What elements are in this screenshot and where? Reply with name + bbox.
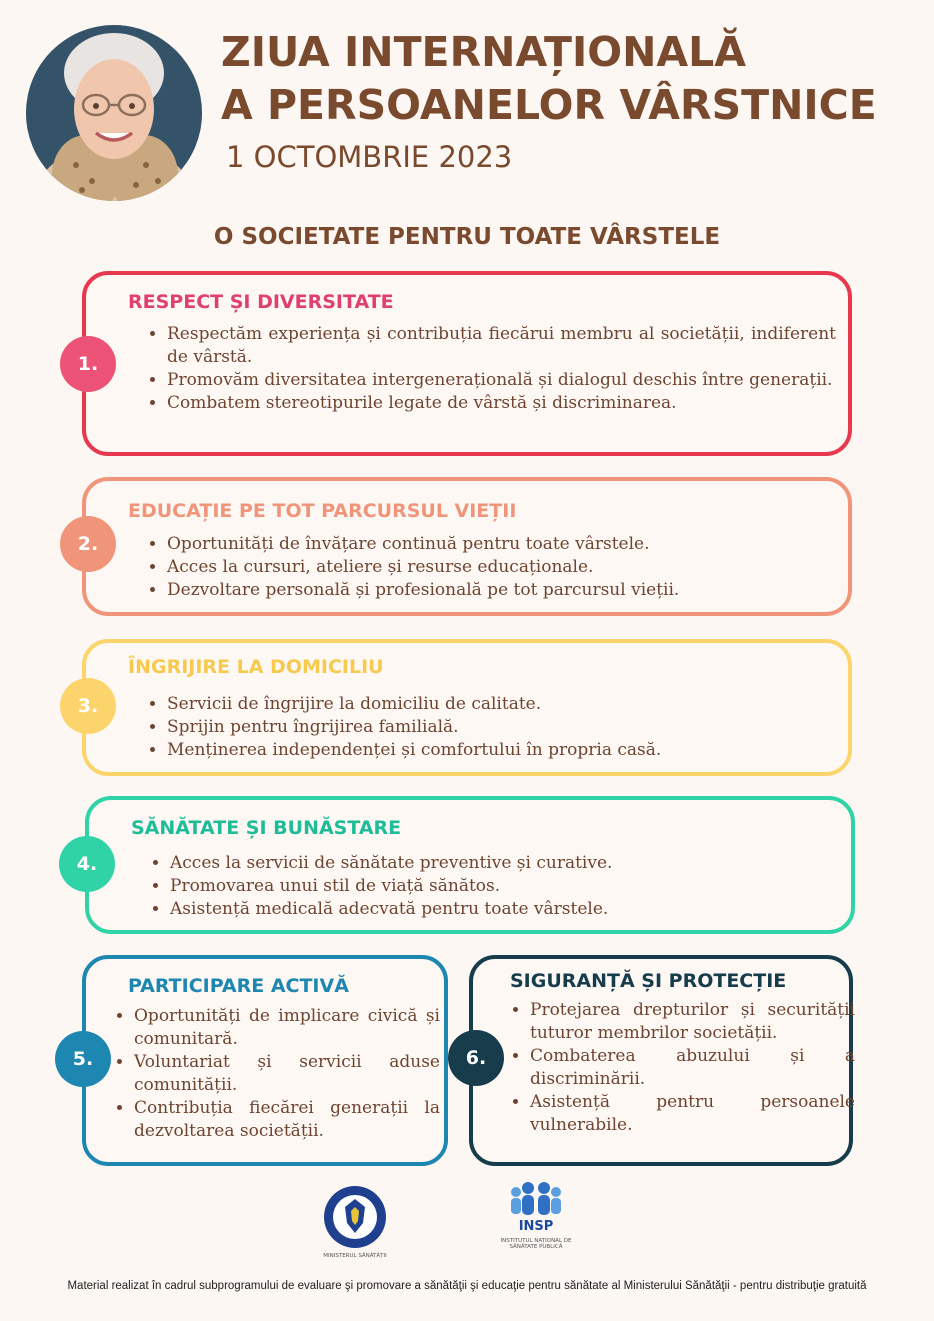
list-item: • Protejarea drepturilor și securității tuturor membrilor societății. <box>530 999 855 1045</box>
list-item: • Sprijin pentru îngrijirea familială. <box>167 716 836 739</box>
card-list <box>147 693 836 762</box>
insp-caption: INSTITUTUL NAȚIONAL DE SĂNĂTATE PUBLICĂ <box>500 1238 572 1250</box>
list-item: • Asistență pentru persoanele vulnerabile. <box>530 1091 855 1137</box>
list-item: • Acces la servicii de sănătate preventive și curative. <box>170 852 839 875</box>
card-siguranta <box>469 955 853 1166</box>
card-list <box>114 1005 440 1143</box>
footer-note: Material realizat în cadrul subprogramului de evaluare şi promovare a sănătăţii şi educaţie pentru sănătate al Ministerului Sănătăţii - pentru distribuţie gratuită <box>67 1280 867 1292</box>
list-item: • Combatem stereotipurile legate de vârstă și discriminarea. <box>167 392 836 415</box>
list-item: • Oportunități de implicare civică și comunitară. <box>134 1005 440 1051</box>
title-line-2: A PERSOANELOR VÂRSTNICE <box>221 81 877 129</box>
card-list <box>150 852 839 921</box>
card-ingrijire <box>82 639 852 776</box>
card-list <box>147 323 836 415</box>
card-list <box>147 533 836 602</box>
list-item: • Oportunități de învățare continuă pentru toate vârstele. <box>167 533 836 556</box>
elderly-woman-portrait <box>26 25 202 201</box>
card-respect-diversitate <box>82 271 852 456</box>
list-item: • Menținerea independenței și comfortului în propria casă. <box>167 739 836 762</box>
card-list <box>510 999 855 1137</box>
page-title <box>221 26 877 132</box>
guvernul-romaniei-seal-icon <box>323 1185 387 1249</box>
list-item: • Asistență medicală adecvată pentru toate vârstele. <box>170 898 839 921</box>
badge-number: 4. <box>59 836 115 892</box>
list-item: • Promovăm diversitatea intergenerațională și dialogul deschis între generații. <box>167 369 836 392</box>
ministry-caption: MINISTERUL SĂNĂTĂȚII <box>323 1253 387 1259</box>
insp-logo <box>498 1180 574 1250</box>
list-item: • Promovarea unui stil de viață sănătos. <box>170 875 839 898</box>
badge-number: 3. <box>60 678 116 734</box>
card-title: SĂNĂTATE ȘI BUNĂSTARE <box>131 817 402 839</box>
list-item: • Voluntariat și servicii aduse comunității. <box>134 1051 440 1097</box>
badge-number: 1. <box>60 336 116 392</box>
card-title: ÎNGRIJIRE LA DOMICILIU <box>128 656 384 678</box>
card-educatie <box>82 477 852 616</box>
card-title: PARTICIPARE ACTIVĂ <box>128 975 349 997</box>
badge-number: 6. <box>448 1030 504 1086</box>
insp-label: INSP <box>518 1219 554 1234</box>
list-item: • Combaterea abuzului și a discriminării. <box>530 1045 855 1091</box>
ministerul-sanatatii-logo <box>320 1185 390 1259</box>
card-participare <box>82 955 448 1166</box>
card-title: EDUCAȚIE PE TOT PARCURSUL VIEȚII <box>128 500 517 522</box>
list-item: • Respectăm experiența și contribuția fiecărui membru al societății, indiferent de vârstă. <box>167 323 836 369</box>
badge-number: 2. <box>60 516 116 572</box>
list-item: • Dezvoltare personală și profesională pe tot parcursul vieții. <box>167 579 836 602</box>
list-item: • Acces la cursuri, ateliere și resurse educaționale. <box>167 556 836 579</box>
insp-people-icon <box>504 1180 568 1234</box>
event-date: 1 OCTOMBRIE 2023 <box>226 140 513 174</box>
card-title: SIGURANȚĂ ȘI PROTECȚIE <box>510 970 787 992</box>
card-title: RESPECT ȘI DIVERSITATE <box>128 291 394 313</box>
list-item: • Contribuția fiecărei generații la dezvoltarea societății. <box>134 1097 440 1143</box>
page-subtitle: O SOCIETATE PENTRU TOATE VÂRSTELE <box>213 224 721 250</box>
card-sanatate <box>85 796 855 934</box>
title-line-1: ZIUA INTERNAȚIONALĂ <box>221 28 746 76</box>
badge-number: 5. <box>55 1031 111 1087</box>
list-item: • Servicii de îngrijire la domiciliu de calitate. <box>167 693 836 716</box>
